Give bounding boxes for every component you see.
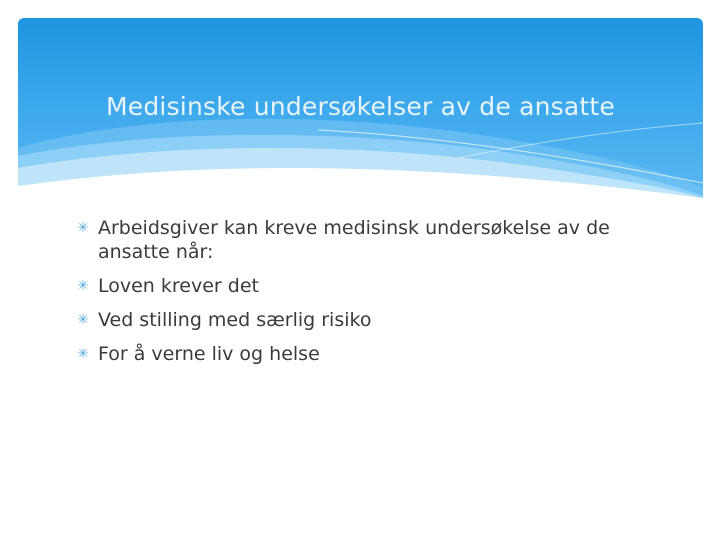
bullet-text: Arbeidsgiver kan kreve medisinsk undersøkelse av de ansatte når: (98, 217, 610, 263)
bullet-list (76, 216, 676, 376)
list-item (76, 308, 676, 332)
bullet-text: Ved stilling med særlig risiko (98, 309, 372, 331)
asterisk-icon: ✳ (77, 312, 89, 328)
slide-title: Medisinske undersøkelser av de ansatte (106, 92, 615, 121)
bullet-text: For å verne liv og helse (98, 343, 320, 365)
asterisk-icon: ✳ (77, 220, 89, 236)
asterisk-icon: ✳ (77, 346, 89, 362)
list-item (76, 274, 676, 298)
list-item (76, 342, 676, 366)
list-item (76, 216, 676, 264)
asterisk-icon: ✳ (77, 278, 89, 294)
bullet-text: Loven krever det (98, 275, 259, 297)
title-banner (18, 18, 703, 198)
